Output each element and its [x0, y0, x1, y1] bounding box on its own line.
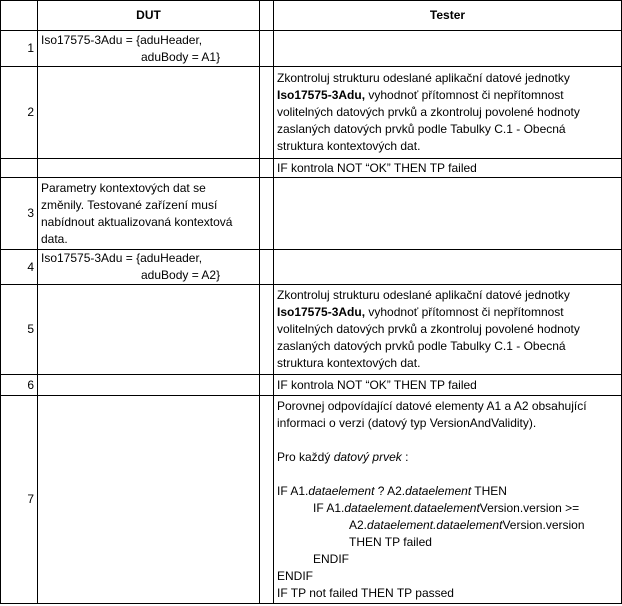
table-row: [1, 250, 622, 285]
step-number: 6: [1, 375, 38, 396]
tester-text-italic: dataelement.dataelement: [367, 517, 503, 532]
tester-text-bold: Iso17575-3Adu,: [277, 88, 366, 102]
dut-cell: [38, 285, 260, 375]
tester-text: IF TP not failed THEN TP passed: [277, 585, 454, 600]
tester-cell: [274, 31, 622, 67]
tester-text: IF kontrola NOT “OK” THEN TP failed: [277, 377, 477, 392]
header-row: [1, 1, 622, 31]
tester-cell: [274, 250, 622, 285]
tester-text: IF A1.: [277, 483, 309, 498]
tester-text: volitelných datových prvků a zkontroluj povolené hodnoty: [277, 105, 580, 119]
step-number: 3: [1, 178, 38, 250]
gap-cell: [260, 250, 274, 285]
tester-cell: [274, 67, 622, 159]
dut-cell: [38, 396, 260, 604]
dut-text: aduBody = A2}: [141, 268, 221, 282]
dut-text: Parametry kontextových dat se: [41, 180, 206, 195]
table-row: [1, 396, 622, 604]
step-number: 1: [1, 31, 38, 67]
tester-text: ENDIF: [313, 551, 349, 566]
step-number: 5: [1, 285, 38, 375]
gap-cell: [260, 178, 274, 250]
table-row: [1, 159, 622, 178]
tester-text: zaslaných datových prvků podle Tabulky C.1 - Obecná: [277, 339, 566, 353]
tester-cell: [274, 396, 622, 604]
tester-text: THEN: [471, 483, 507, 498]
tester-text: vyhodnoť přítomnost či nepřítomnost: [365, 305, 564, 319]
num-header: [1, 1, 38, 31]
tester-cell: [274, 178, 622, 250]
dut-cell: [38, 159, 260, 178]
tester-text: informaci o verzi (datový typ VersionAndValidity).: [277, 415, 537, 430]
tester-cell: [274, 375, 622, 396]
gap-header: [260, 1, 274, 31]
tester-text-italic: dataelement: [405, 483, 472, 498]
dut-cell: [38, 375, 260, 396]
gap-cell: [260, 285, 274, 375]
tester-cell: [274, 285, 622, 375]
dut-cell: [38, 67, 260, 159]
tester-text: Pro každý: [277, 449, 334, 464]
dut-header: DUT: [38, 1, 260, 31]
gap-cell: [260, 375, 274, 396]
table-row: [1, 67, 622, 159]
table-row: [1, 375, 622, 396]
dut-text: změnily. Testované zařízení musí: [41, 197, 218, 212]
tester-text: THEN TP failed: [349, 534, 432, 549]
tester-text: Version.version >=: [479, 500, 580, 515]
dut-cell: [38, 31, 260, 67]
dut-text: nabídnout aktualizovaná kontextová: [41, 214, 233, 229]
tester-text: A2.: [349, 517, 368, 532]
step-number: [1, 159, 38, 178]
gap-cell: [260, 159, 274, 178]
tester-text: IF A1.: [313, 500, 345, 515]
table-row: [1, 31, 622, 67]
tester-text-italic: datový prvek: [333, 449, 402, 464]
dut-cell: [38, 250, 260, 285]
tester-text: Zkontroluj strukturu odeslané aplikační datové jednotky: [277, 71, 570, 85]
tester-text-bold: Iso17575-3Adu,: [277, 305, 366, 319]
dut-text: aduBody = A1}: [141, 49, 221, 64]
step-number: 2: [1, 67, 38, 159]
tester-text: struktura kontextových dat.: [277, 356, 421, 370]
tester-text: Version.version: [502, 517, 585, 532]
gap-cell: [260, 396, 274, 604]
tester-text: ? A2.: [374, 483, 406, 498]
step-number: 7: [1, 396, 38, 604]
tester-text: zaslaných datových prvků podle Tabulky C.1 - Obecná: [277, 122, 566, 136]
tester-text: Porovnej odpovídající datové elementy A1 a A2 obsahující: [277, 398, 587, 413]
tester-text: vyhodnoť přítomnost či nepřítomnost: [365, 88, 564, 102]
tester-cell: [274, 159, 622, 178]
tester-text: :: [401, 449, 409, 464]
gap-cell: [260, 31, 274, 67]
tester-text: Zkontroluj strukturu odeslané aplikační datové jednotky: [277, 288, 570, 302]
tester-text-italic: dataelement: [308, 483, 375, 498]
tester-text: struktura kontextových dat.: [277, 139, 421, 153]
gap-cell: [260, 67, 274, 159]
tester-header: Tester: [274, 1, 622, 31]
table-row: [1, 178, 622, 250]
table-row: [1, 285, 622, 375]
tester-text-italic: dataelement.dataelement: [344, 500, 480, 515]
dut-text: Iso17575-3Adu = {aduHeader,: [41, 251, 203, 265]
step-number: 4: [1, 250, 38, 285]
tester-text: volitelných datových prvků a zkontroluj povolené hodnoty: [277, 322, 580, 336]
tester-text: ENDIF: [277, 568, 313, 583]
dut-text: Iso17575-3Adu = {aduHeader,: [41, 32, 203, 47]
tester-text: IF kontrola NOT “OK” THEN TP failed: [277, 160, 477, 175]
dut-text: data.: [41, 231, 68, 246]
dut-cell: [38, 178, 260, 250]
